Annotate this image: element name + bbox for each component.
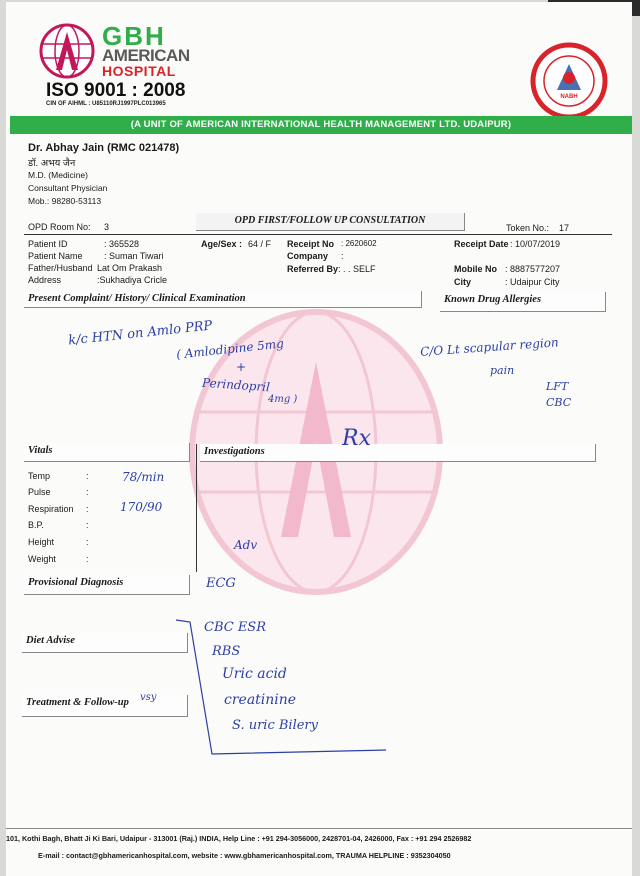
- section-treatment: Treatment & Follow-up: [22, 695, 188, 717]
- doctor-title: Consultant Physician: [28, 183, 108, 193]
- opd-room-label: OPD Room No:: [28, 222, 91, 232]
- handwriting-bp: 170/90: [120, 500, 163, 514]
- handwriting-bracket: [172, 614, 392, 764]
- vital-height-label: Height: [28, 537, 55, 547]
- receipt-value: : 2620602: [341, 239, 377, 248]
- handwriting-history-1: k/c HTN on Amlo PRP: [67, 318, 214, 349]
- section-diet: Diet Advise: [22, 633, 188, 653]
- investigations-divider: [196, 444, 197, 572]
- form-title: OPD FIRST/FOLLOW UP CONSULTATION: [196, 213, 465, 231]
- city-label: City: [454, 277, 472, 287]
- address-value: :Sukhadiya Cricle: [97, 275, 168, 285]
- handwriting-treatment-note: vsy: [140, 692, 157, 703]
- receipt-date-value: : 10/07/2019: [510, 239, 561, 249]
- referred-label: Referred By: [287, 264, 339, 274]
- brand-gbh: GBH: [102, 21, 166, 51]
- handwriting-history-3: +: [236, 360, 247, 374]
- address-label: Address: [28, 275, 62, 285]
- father-label: Father/Husband: [28, 263, 93, 273]
- patient-name-label: Patient Name: [28, 251, 83, 261]
- handwriting-history-5: 4mg ): [268, 394, 298, 405]
- nabh-seal: [530, 42, 608, 120]
- handwriting-inv-2: CBC ESR: [204, 620, 267, 635]
- company-value: :: [341, 251, 344, 261]
- handwriting-complaint-3: LFT: [546, 380, 569, 393]
- vital-colon: :: [86, 520, 89, 530]
- mobile-value: : 8887577207: [505, 264, 561, 274]
- handwriting-inv-6: S. uric Bilery: [232, 718, 318, 733]
- doctor-name-hindi: डॉ. अभय जैन: [28, 158, 76, 169]
- vital-temp-label: Temp: [28, 471, 51, 481]
- brand-american: AMERICAN: [102, 46, 190, 65]
- agesex-label: Age/Sex :: [201, 239, 243, 249]
- vital-colon: :: [86, 537, 89, 547]
- token-value: 17: [559, 223, 570, 233]
- handwriting-inv-4: Uric acid: [222, 666, 287, 682]
- footer-divider: [6, 828, 632, 829]
- handwriting-complaint-2: pain: [490, 364, 515, 377]
- token-label: Token No.:: [506, 223, 550, 233]
- vital-pulse-label: Pulse: [28, 487, 51, 497]
- cin-number: CIN OF AIHML : U85110RJ1997PLC013965: [46, 101, 166, 107]
- opd-form-sheet: [6, 2, 632, 876]
- handwriting-complaint-1: C/O Lt scapular region: [419, 335, 560, 359]
- vital-colon: :: [86, 487, 89, 497]
- handwriting-inv-1: ECG: [206, 576, 236, 591]
- section-allergies: Known Drug Allergies: [440, 292, 606, 312]
- footer-contact: E-mail : contact@gbhamericanhospital.com, website : www.gbhamericanhospital.com, TRAUMA HELPLINE : 9352304050: [38, 851, 451, 860]
- handwriting-complaint-4: CBC: [546, 396, 572, 409]
- handwriting-inv-5: creatinine: [224, 692, 297, 708]
- doctor-degree: M.D. (Medicine): [28, 170, 88, 180]
- handwriting-inv-3: RBS: [212, 644, 241, 659]
- vital-colon: :: [86, 504, 89, 514]
- handwriting-pulse: 78/min: [122, 470, 165, 484]
- gbh-globe-logo: [38, 22, 96, 80]
- referred-value: : . . SELF: [338, 264, 376, 274]
- patient-id-value: : 365528: [104, 239, 140, 249]
- section-diagnosis: Provisional Diagnosis: [24, 575, 190, 595]
- receipt-label: Receipt No: [287, 239, 335, 249]
- father-value: Lat Om Prakash: [97, 263, 163, 273]
- header-divider: [24, 234, 612, 235]
- section-complaint: Present Complaint/ History/ Clinical Examination: [24, 291, 422, 308]
- receipt-date-label: Receipt Date: [454, 239, 509, 249]
- vital-colon: :: [86, 471, 89, 481]
- vital-colon: :: [86, 554, 89, 564]
- handwriting-adv: Adv: [234, 538, 258, 552]
- handwriting-rx: Rx: [342, 426, 371, 451]
- patient-name-value: : Suman Tiwari: [104, 251, 164, 261]
- section-investigations: Investigations: [200, 444, 596, 462]
- iso-label: ISO 9001 : 2008: [46, 80, 186, 101]
- mobile-label: Mobile No: [454, 264, 497, 274]
- banner-text: (A UNIT OF AMERICAN INTERNATIONAL HEALTH MANAGEMENT LTD. UDAIPUR): [130, 119, 512, 130]
- nabh-label: NABH: [560, 94, 578, 100]
- doctor-name: Dr. Abhay Jain (RMC 021478): [28, 142, 180, 154]
- vital-bp-label: B.P.: [28, 520, 44, 530]
- city-value: : Udaipur City: [505, 277, 560, 287]
- vital-weight-label: Weight: [28, 554, 56, 564]
- opd-room-value: 3: [104, 222, 110, 232]
- company-label: Company: [287, 251, 329, 261]
- brand-hospital: HOSPITAL: [102, 63, 176, 79]
- agesex-value: 64 / F: [248, 239, 272, 249]
- doctor-mobile: Mob.: 98280-53113: [28, 196, 102, 206]
- vital-respiration-label: Respiration: [28, 504, 74, 514]
- patient-id-label: Patient ID: [28, 239, 68, 249]
- handwriting-history-2: ( Amlodipine 5mg: [175, 336, 285, 362]
- footer-address: 101, Kothi Bagh, Bhatt Ji Ki Bari, Udaipur - 313001 (Raj.) INDIA, Help Line : +91 294-3056000, 2428701-04, 2426000, Fax : +91 294 2526982: [6, 834, 472, 843]
- section-vitals: Vitals: [24, 443, 190, 462]
- handwriting-history-4: Perindopril: [201, 375, 271, 395]
